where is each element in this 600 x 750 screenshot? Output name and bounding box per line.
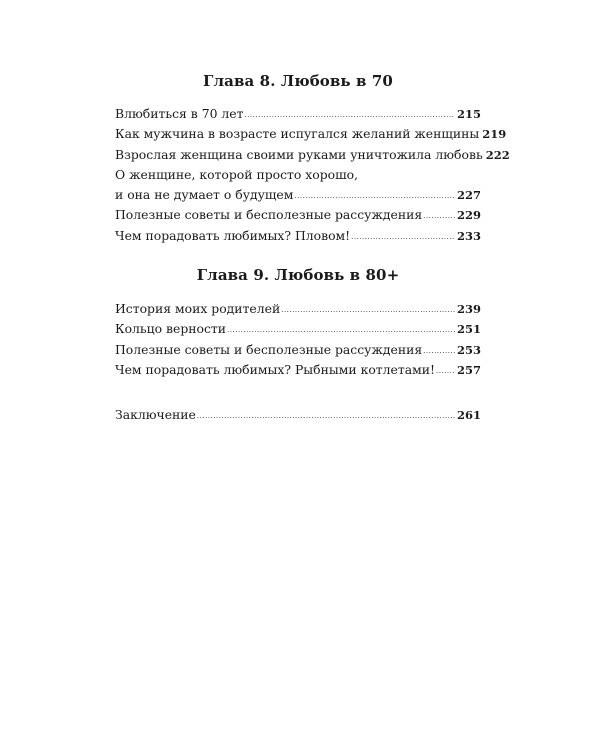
page-number: 219 bbox=[482, 127, 507, 142]
toc-entry[interactable] bbox=[115, 205, 481, 225]
toc-entry[interactable] bbox=[115, 145, 510, 165]
page-number: 215 bbox=[456, 107, 481, 121]
dot-leader bbox=[423, 206, 455, 226]
dot-leader bbox=[436, 361, 455, 381]
entry-title: Заключение bbox=[115, 407, 196, 422]
page-number: 253 bbox=[456, 342, 481, 357]
toc-entry[interactable] bbox=[115, 319, 481, 339]
toc-entry[interactable] bbox=[115, 124, 507, 144]
entry-title: История моих родителей bbox=[115, 301, 281, 316]
page-number: 261 bbox=[456, 408, 481, 422]
conclusion-entry-list bbox=[115, 405, 481, 425]
toc-entry[interactable] bbox=[115, 104, 481, 124]
chapter-8-entries bbox=[115, 104, 510, 246]
chapter-8-title: Глава 8. Любовь в 70 bbox=[203, 72, 393, 90]
toc-entry[interactable] bbox=[115, 226, 481, 246]
toc-entry[interactable] bbox=[115, 165, 481, 206]
entry-title: Чем порадовать любимых? Рыбными котлетами! bbox=[115, 361, 435, 377]
entry-title: Как мужчина в возрасте испугался желаний женщины bbox=[115, 126, 480, 142]
entry-title: Кольцо верности bbox=[115, 321, 227, 337]
entry-title-line-1: О женщине, которой просто хорошо, bbox=[115, 166, 359, 182]
entry-title: Полезные советы и бесполезные рассуждения bbox=[115, 207, 423, 223]
page-number: 229 bbox=[456, 208, 481, 223]
entry-title: Влюбиться в 70 лет bbox=[115, 106, 244, 121]
page-number: 222 bbox=[485, 147, 510, 162]
entry-title: Полезные советы и бесполезные рассуждения bbox=[115, 341, 423, 357]
dot-leader bbox=[197, 406, 455, 426]
chapter-9-title: Глава 9. Любовь в 80+ bbox=[196, 266, 400, 284]
dot-leader bbox=[423, 341, 455, 361]
entry-second-line bbox=[115, 185, 481, 207]
toc-entry-conclusion[interactable] bbox=[115, 405, 481, 425]
dot-leader bbox=[227, 320, 455, 340]
entry-title: Взрослая женщина своими руками уничтожила любовь bbox=[115, 146, 483, 162]
dot-leader bbox=[244, 105, 455, 125]
page-number: 257 bbox=[456, 362, 481, 377]
toc-entry[interactable] bbox=[115, 299, 481, 319]
toc-entry[interactable] bbox=[115, 340, 481, 360]
dot-leader bbox=[281, 300, 455, 320]
page-number: 251 bbox=[456, 322, 481, 337]
entry-title-line-2: и она не думает о будущем bbox=[115, 187, 294, 203]
dot-leader bbox=[351, 227, 455, 247]
page-number: 227 bbox=[456, 188, 481, 203]
page-number: 239 bbox=[456, 302, 481, 316]
toc-entry[interactable] bbox=[115, 360, 481, 380]
dot-leader bbox=[294, 186, 455, 206]
entry-title: Чем порадовать любимых? Пловом! bbox=[115, 227, 351, 243]
chapter-9-entries bbox=[115, 299, 481, 380]
page-number: 233 bbox=[456, 228, 481, 243]
